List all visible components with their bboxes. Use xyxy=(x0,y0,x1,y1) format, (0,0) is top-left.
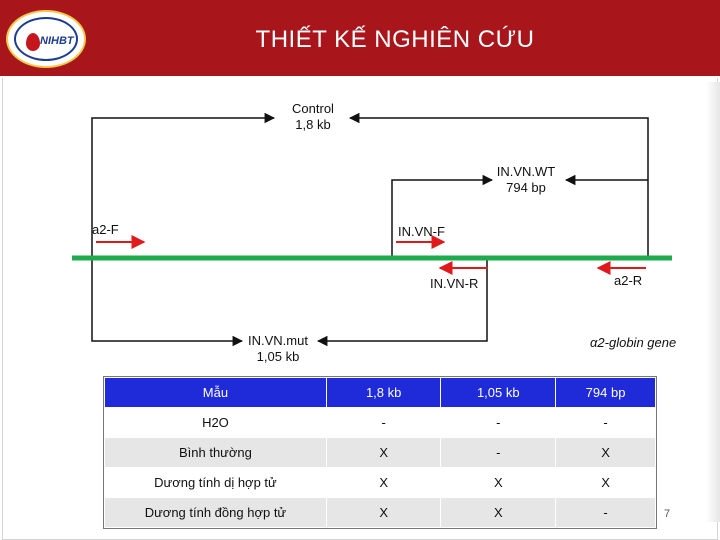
table-cell: X xyxy=(441,468,556,498)
table-cell: X xyxy=(556,468,656,498)
table-header-row xyxy=(105,378,656,408)
gene-label: α2-globin gene xyxy=(590,335,677,350)
table-cell: - xyxy=(556,408,656,438)
invnr-label: IN.VN-R xyxy=(430,276,479,291)
mut-bracket xyxy=(92,258,487,341)
wt-label: IN.VN.WT 794 bp xyxy=(496,164,556,195)
invnf-label: IN.VN-F xyxy=(398,224,445,239)
table-cell: - xyxy=(326,408,441,438)
header-cell: 1,8 kb xyxy=(326,378,441,408)
control-label: Control 1,8 kb xyxy=(292,101,334,132)
table-cell: - xyxy=(441,438,556,468)
page-title: THIẾT KẾ NGHIÊN CỨU xyxy=(255,26,535,53)
table-cell: H2O xyxy=(105,408,327,438)
table-cell: X xyxy=(326,498,441,528)
header-cell: 794 bp xyxy=(556,378,656,408)
table-cell: X xyxy=(326,468,441,498)
table-row xyxy=(105,468,656,498)
table-row xyxy=(105,438,656,468)
a2r-label: a2-R xyxy=(614,273,643,288)
table-cell: Dương tính dị hợp tử xyxy=(105,468,327,498)
table-cell: - xyxy=(441,408,556,438)
table-cell: X xyxy=(556,438,656,468)
results-table xyxy=(104,377,656,528)
table-row xyxy=(105,408,656,438)
logo-text: NIHBT xyxy=(40,35,74,47)
table-cell: Bình thường xyxy=(105,438,327,468)
table-row xyxy=(105,498,656,528)
header-cell: Mẫu xyxy=(105,378,327,408)
table-cell: Dương tính đồng hợp tử xyxy=(105,498,327,528)
header-cell: 1,05 kb xyxy=(441,378,556,408)
table-cell: X xyxy=(326,438,441,468)
mut-label: IN.VN.mut 1,05 kb xyxy=(248,333,308,364)
a2f-label: a2-F xyxy=(92,222,119,237)
table-cell: X xyxy=(441,498,556,528)
page-number: 7 xyxy=(664,508,671,520)
table-cell: - xyxy=(556,498,656,528)
